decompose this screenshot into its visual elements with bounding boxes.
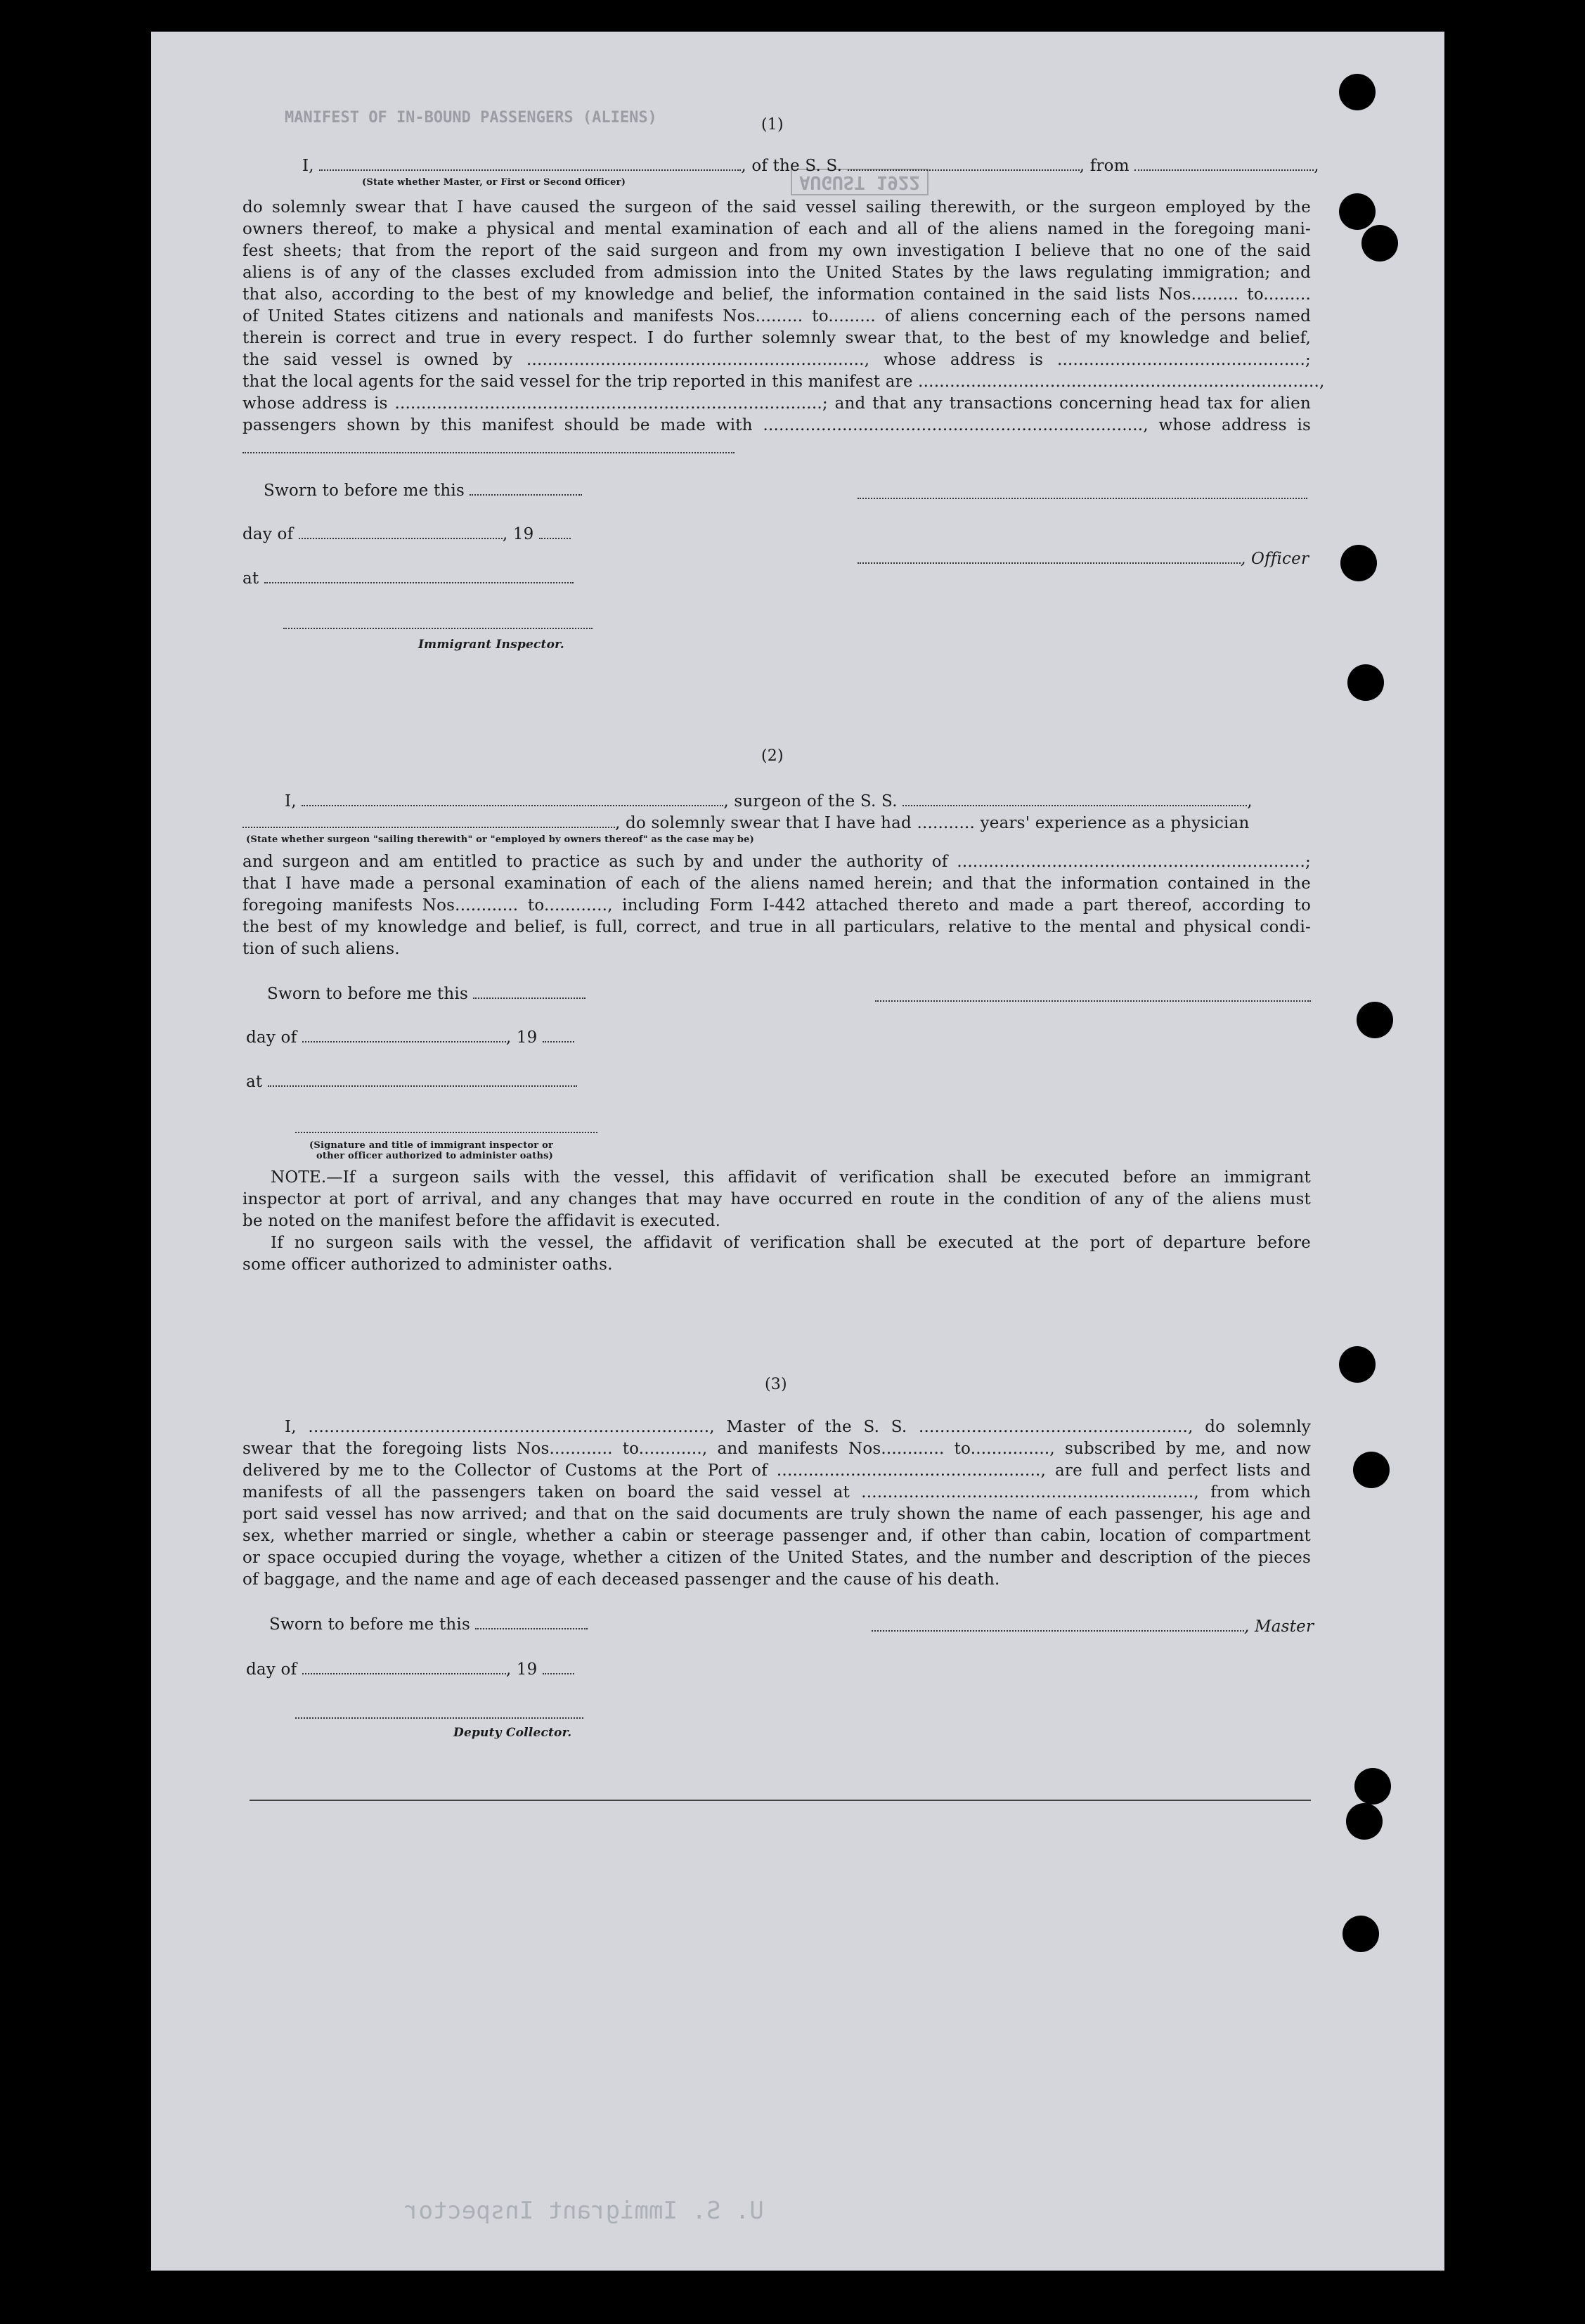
section-2-years-line: , do solemnly swear that I have had ........... years' experience as a physician — [242, 814, 1250, 832]
sworn-label: Sworn to before me this — [264, 482, 582, 500]
punch-hole — [1346, 1803, 1383, 1840]
punch-hole — [1339, 1346, 1376, 1383]
bottom-rule — [250, 1800, 1311, 1801]
punch-hole — [1343, 1916, 1379, 1952]
punch-hole — [1354, 1768, 1391, 1805]
section-3-number: (3) — [765, 1376, 787, 1393]
officer-signature-line-upper — [858, 498, 1307, 499]
section-2-text-line: the best of my knowledge and belief, is full, correct, and true in all particulars, relative to the mental and physical condi- — [242, 918, 1311, 936]
note-line: be noted on the manifest before the affidavit is executed. — [242, 1212, 721, 1230]
punch-hole — [1347, 664, 1384, 701]
section-2-oath-line: I, , surgeon of the S. S. , — [285, 792, 1253, 811]
punch-hole — [1339, 74, 1376, 110]
section-3-text-line: delivered by me to the Collector of Customs at the Port of .................................................., are full and perfect lists and — [242, 1461, 1311, 1480]
sworn-label: Sworn to before me this — [269, 1615, 588, 1634]
day-of-label: day of , 19 — [246, 1660, 574, 1679]
punch-hole — [1340, 545, 1377, 581]
at-label: at — [242, 569, 574, 588]
section-3-text-line: of baggage, and the name and age of each deceased passenger and the cause of his death. — [242, 1570, 1000, 1589]
address-line — [242, 452, 735, 453]
section-1-text-line: that also, according to the best of my knowledge and belief, the information contained in the said lists Nos......... to......... — [242, 285, 1311, 304]
section-3-text-line: I, ............................................................................, Master of the S. S. ..................................................., do solemnly — [285, 1418, 1311, 1436]
section-3-text-line: or space occupied during the voyage, whether a citizen of the United States, and the number and description of the pieces — [242, 1549, 1311, 1567]
section-2-caption: (State whether surgeon "sailing therewith" or "employed by owners thereof" as the case may be) — [246, 834, 754, 845]
section-3-text-line: sex, whether married or single, whether a cabin or steerage passenger and, if other than cabin, location of compartment — [242, 1527, 1311, 1545]
section-1-text-line: therein is correct and true in every respect. I do further solemnly swear that, to the best of my knowledge and belief, — [242, 329, 1311, 347]
section-1-text-line: of United States citizens and nationals and manifests Nos......... to......... of aliens concerning each of the persons named — [242, 307, 1311, 325]
deputy-signature-line — [295, 1717, 583, 1719]
note-line: inspector at port of arrival, and any changes that may have occurred en route in the condition of any of the aliens must — [242, 1190, 1311, 1208]
signature-caption: (Signature and title of immigrant inspector or — [309, 1140, 553, 1151]
signature-line — [295, 1132, 597, 1133]
inspector-signature-line — [283, 628, 593, 629]
section-2-text-line: and surgeon and am entitled to practice as such by and under the authority of ..................................................................; — [242, 853, 1311, 871]
day-of-label: day of , 19 — [242, 525, 571, 543]
at-label: at — [246, 1073, 577, 1091]
punch-hole — [1357, 1002, 1393, 1038]
section-2-text-line: that I have made a personal examination of each of the aliens named herein; and that the information contained in the — [242, 874, 1311, 893]
surgeon-signature-line — [875, 1000, 1311, 1002]
section-3-text-line: manifests of all the passengers taken on board the said vessel at ..............................................................., from which — [242, 1483, 1311, 1502]
punch-hole — [1353, 1452, 1390, 1488]
section-1-text-line: owners thereof, to make a physical and mental examination of each and all of the aliens named in the foregoing mani- — [242, 220, 1311, 238]
note-line: If no surgeon sails with the vessel, the affidavit of verification shall be executed at the port of departure before — [271, 1234, 1311, 1252]
section-1-text-line: whose address is .................................................................................; and that any transactions concerning head tax for alien — [242, 394, 1311, 413]
section-1-oath-line: I, , of the S. S. , from , — [302, 157, 1319, 175]
immigrant-inspector-caption: Immigrant Inspector. — [418, 638, 564, 652]
punch-hole — [1339, 193, 1376, 230]
section-1-text-line: fest sheets; that from the report of the said surgeon and from my own investigation I believe that no one of the said — [242, 242, 1311, 260]
section-1-text-line: that the local agents for the said vessel for the trip reported in this manifest are ............................................................................, — [242, 373, 1325, 391]
day-of-label: day of , 19 — [246, 1028, 574, 1047]
section-1-text-line: do solemnly swear that I have caused the surgeon of the said vessel sailing therewith, or the surgeon employed by the — [242, 198, 1311, 217]
section-1-number: (1) — [761, 116, 784, 134]
sworn-label: Sworn to before me this — [267, 985, 586, 1003]
section-3-text-line: port said vessel has now arrived; and that on the said documents are truly shown the name of each passenger, his age and — [242, 1505, 1311, 1523]
bleed-through-text: U. S. Immigrant Inspector — [404, 2197, 764, 2225]
date-stamp: AUGUST 1922 — [791, 169, 929, 195]
section-2-text-line: tion of such aliens. — [242, 940, 400, 958]
section-3-text-line: swear that the foregoing lists Nos............ to............, and manifests Nos............ to..............., subscribed by me, and now — [242, 1440, 1311, 1458]
section-1-text-line: aliens is of any of the classes excluded from admission into the United States by the laws regulating immigration; and — [242, 264, 1311, 282]
punch-hole — [1361, 225, 1398, 262]
deputy-collector-caption: Deputy Collector. — [453, 1726, 572, 1740]
officer-line: , Officer — [858, 550, 1309, 568]
header-stamp: MANIFEST OF IN-BOUND PASSENGERS (ALIENS) — [285, 109, 657, 127]
note-line: NOTE.—If a surgeon sails with the vessel, this affidavit of verification shall be executed before an immigrant — [271, 1168, 1311, 1187]
section-1-text-line: passengers shown by this manifest should be made with ........................................................................, whose address is — [242, 416, 1311, 434]
section-1-text-line: the said vessel is owned by ................................................................, whose address is ...............................................; — [242, 351, 1311, 369]
note-line: some officer authorized to administer oaths. — [242, 1255, 613, 1274]
manifest-page — [151, 32, 1444, 2271]
signature-caption: other officer authorized to administer oaths) — [316, 1151, 553, 1161]
section-2-text-line: foregoing manifests Nos............ to............, including Form I-442 attached thereto and made a part thereof, according to — [242, 896, 1311, 915]
master-line: , Master — [872, 1618, 1314, 1636]
section-1-caption: (State whether Master, or First or Second Officer) — [362, 177, 626, 188]
section-2-number: (2) — [761, 747, 784, 765]
